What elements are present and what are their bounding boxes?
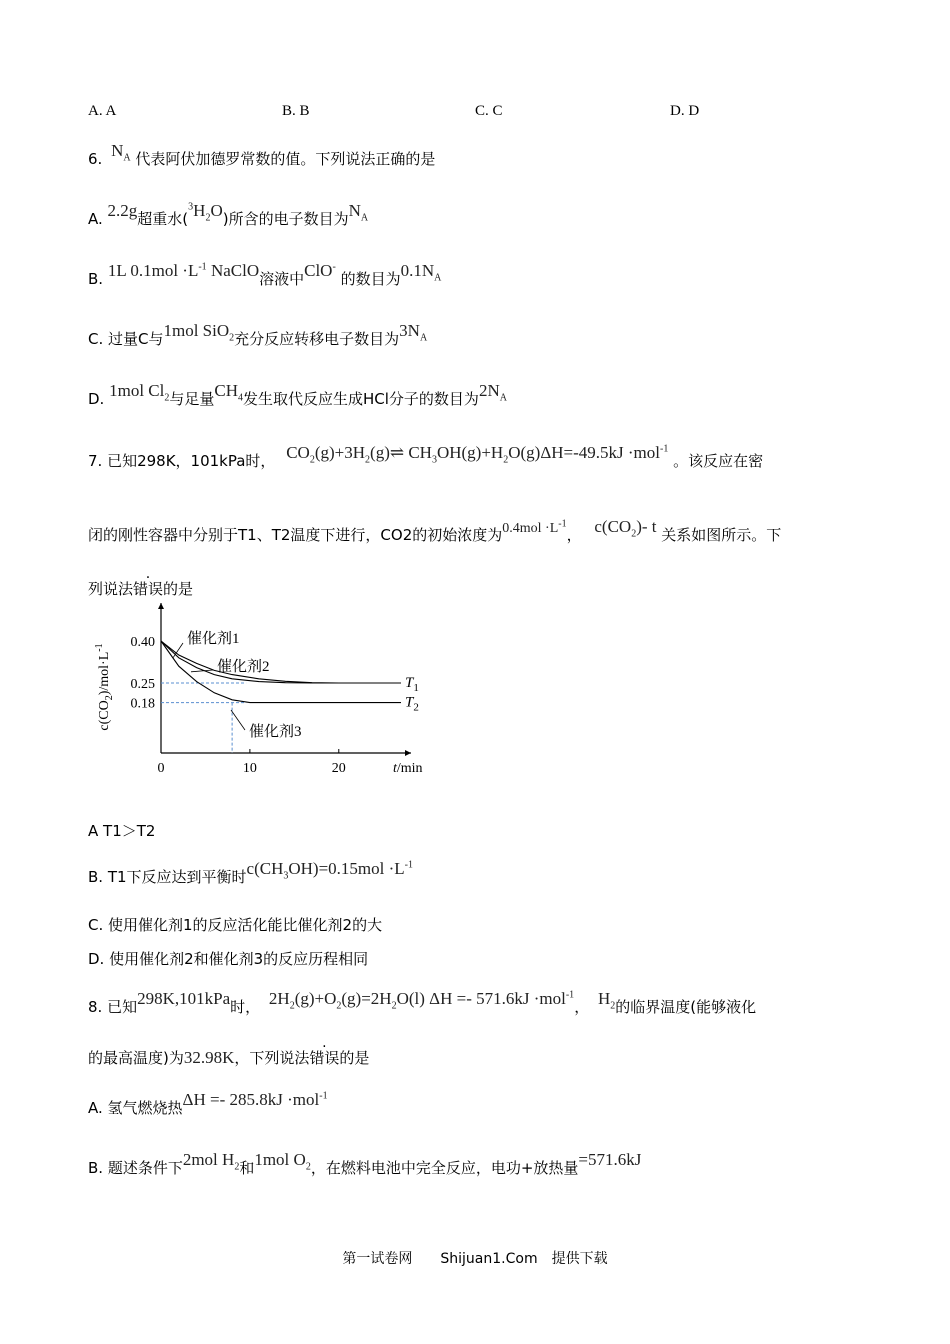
emphasis-error: 错误 xyxy=(309,1049,340,1067)
catalyst-label-2: 催化剂2 xyxy=(217,659,270,675)
leader-3 xyxy=(231,710,245,730)
x-axis-arrow xyxy=(405,750,411,756)
q7-stem-line1: 7. 已知298K，101kPa时， $CO_2(g)+3H_2(g)\rightleftharpoons$ $CH_3OH(g)+H_2O(g)\Delta H=-49.5kJ \cdot mol^{-1}$ 。该反应在密 xyxy=(88,443,764,470)
option-a: A. A xyxy=(88,103,117,119)
q7-stem-line3: 列说法错误的是 xyxy=(88,580,194,598)
y-tick-label: 0.18 xyxy=(130,696,155,712)
concentration-time-chart xyxy=(88,600,423,785)
y-axis-arrow xyxy=(158,603,164,609)
footer: 第一试卷网 Shijuan1.Com 提供下载 xyxy=(342,1251,608,1267)
curve-label-T1: $T_1$ xyxy=(405,675,419,694)
curve-label-T2: $T_2$ xyxy=(405,694,419,714)
y-tick-label: 0.40 xyxy=(130,635,155,650)
q7-option-c: C. 使用催化剂1的反应活化能比催化剂2的大 xyxy=(88,916,383,934)
q6-option-c: C. 过量C与1mol SiO$_2$充分反应转移电子数目为$3N_A$ xyxy=(88,321,428,348)
x-tick-label: 20 xyxy=(331,761,346,776)
q8-stem-line2: 的最高温度)为32.98K，下列说法错误的是 xyxy=(88,1048,370,1067)
x-tick-label: 10 xyxy=(242,761,257,776)
q6-option-d: D. 1mol $Cl_2$与足量$CH_4$发生取代反应生成HCl分子的数目为$2N_A$ xyxy=(88,381,507,408)
q7-option-b: B. T1下反应达到平衡时$c(CH_3OH)=0.15mol \cdot L^{-1}$ xyxy=(88,859,414,886)
y-axis-label: $c(CO_2)/mol\cdot L^{-1}$ xyxy=(94,643,115,731)
q8-option-b: B. 题述条件下2mol $H_2$和1mol $O_2$，在燃料电池中完全反应，电功+放热量=571.6kJ xyxy=(88,1150,642,1177)
q8-stem-line1: 8. 已知298K,101kPa时， $2H_2(g)+O_2(g)=2H_2O(l) \Delta H =- 571.6kJ \cdot mol^{-1}$， $H_2$的临界温度(能够液化 xyxy=(88,989,757,1016)
emphasis-error: 错误 xyxy=(133,580,164,598)
option-d: D. D xyxy=(670,103,700,119)
series-line-2 xyxy=(161,641,401,683)
q7-option-a: A T1＞T2 xyxy=(88,822,156,840)
option-c: C. C xyxy=(475,103,503,119)
q6-option-b: B. 1L $0.1mol \cdot L^{-1}$ NaClO溶液中ClO- 的数目为$0.1N_A$ xyxy=(88,261,442,288)
chart-series xyxy=(161,641,401,703)
x-axis-label: t/min xyxy=(393,761,423,776)
catalyst-label-1: 催化剂1 xyxy=(187,631,240,647)
series-line-1 xyxy=(161,641,401,683)
q8-option-a: A. 氢气燃烧热ΔH =- 285.8kJ ·mol$^{-1}$ xyxy=(88,1090,328,1117)
series-line-3 xyxy=(161,641,401,703)
y-tick-label: 0.25 xyxy=(130,677,155,692)
q6-option-a: A. 2.2g超重水$(^3H_2O)$所含的电子数目为$N_A$ xyxy=(88,201,369,228)
leader-1 xyxy=(173,643,183,658)
q7-stem-line2: 闭的刚性容器中分别于T1、T2温度下进行，CO2的初始浓度为$0.4mol \cdot L^{-1}$， $c(CO_2)-$ t 关系如图所示。下 xyxy=(88,517,782,544)
q6-stem: 6. $N_A$ 代表阿伏加德罗常数的值。下列说法正确的是 xyxy=(88,141,436,168)
q7-option-d: D. 使用催化剂2和催化剂3的反应历程相同 xyxy=(88,950,369,968)
option-b: B. B xyxy=(282,103,310,119)
x-tick-label: 0 xyxy=(157,761,165,776)
catalyst-label-3: 催化剂3 xyxy=(249,724,302,740)
